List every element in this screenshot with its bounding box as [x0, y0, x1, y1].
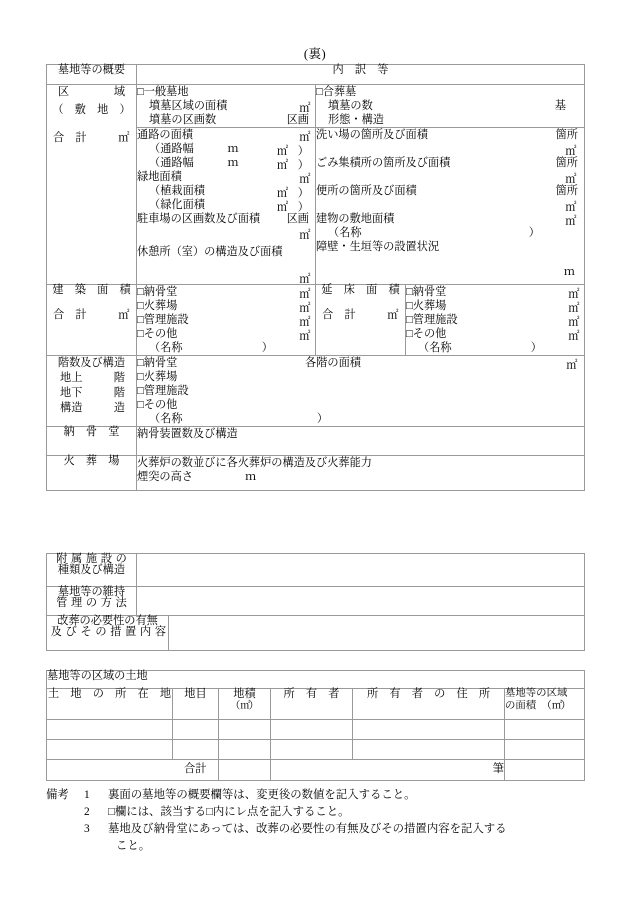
line-item	[137, 370, 584, 384]
line-item	[137, 285, 315, 299]
management-building-unit: ㎡	[299, 316, 311, 329]
cell-land-category[interactable]	[173, 720, 219, 740]
remarks-spacer	[46, 821, 84, 838]
floor-area-label-cell	[316, 285, 406, 356]
reburial-value-cell[interactable]	[169, 616, 585, 651]
toilet-unit: 箇所	[555, 185, 578, 197]
area-label-line2: （ 敷 地 ）	[52, 104, 131, 117]
area-left-block1	[137, 85, 316, 128]
grave-area-unit: ㎡	[299, 102, 311, 115]
line-item	[137, 113, 315, 127]
building-site-unit: ㎡	[565, 215, 577, 228]
line-item	[137, 142, 315, 156]
floor-area-items-cell	[406, 285, 585, 356]
total-label: 合計	[184, 763, 207, 776]
col-owner	[271, 689, 353, 720]
total-owner-cell[interactable]	[271, 760, 353, 781]
checkbox-crematorium-floors[interactable]: □火葬場	[137, 371, 178, 383]
line-item	[316, 128, 584, 142]
checkbox-other-floor[interactable]: □その他	[406, 328, 447, 340]
cell-owner-address[interactable]	[353, 740, 505, 760]
remark-item	[46, 804, 606, 821]
crematorium-building-unit: ㎡	[299, 302, 311, 315]
floor-area-total-label: 合 計	[322, 309, 356, 322]
cell-owner-address[interactable]	[353, 720, 505, 740]
remarks-spacer	[46, 804, 84, 821]
green-area-unit: ㎡	[299, 173, 311, 186]
total-label-cell	[173, 760, 219, 781]
land-caption-cell	[47, 671, 585, 689]
cell-owner[interactable]	[271, 720, 353, 740]
line-item	[316, 212, 584, 226]
grave-area-label: 墳墓区域の面積	[149, 100, 228, 112]
col-owner-label: 所 有 者	[283, 688, 340, 700]
building-name-label: （名称	[328, 227, 362, 239]
land-header-row	[47, 689, 585, 720]
col-location	[47, 689, 173, 720]
table-header-row	[47, 65, 585, 85]
area-left-block2	[137, 128, 316, 285]
chimney-height-label: 煙突の高さ	[137, 471, 193, 483]
management-floor-unit: ㎡	[568, 316, 580, 329]
line-item	[137, 156, 315, 170]
rest-area-unit: ㎡	[299, 273, 311, 286]
building-name-close: ）	[528, 227, 540, 239]
checkbox-crematorium-building[interactable]: □火葬場	[137, 300, 178, 312]
line-item	[316, 170, 584, 184]
table-row	[47, 740, 585, 760]
toilet-label: 便所の箇所及び面積	[316, 185, 417, 197]
reburial-label-cell	[47, 616, 169, 651]
each-floor-area-label: 各階の面積	[305, 357, 361, 369]
toilet-area-unit: ㎡	[565, 201, 577, 214]
header-detail: 内 訳 等	[332, 64, 389, 76]
other-floors-name-label: （名称 ）	[149, 413, 329, 425]
area-row-upper	[47, 85, 585, 128]
line-item	[316, 156, 584, 170]
floor-area-label: 延 床 面 積	[321, 284, 400, 296]
attached-facility-label-line1: 附属施設の	[56, 553, 131, 565]
above-ground-unit: 階	[113, 371, 125, 384]
crematorium-content-line1: 火葬炉の数並びに各火葬炉の構造及び火葬能力	[137, 457, 372, 469]
line-item	[316, 184, 584, 198]
facility-maintenance-table	[46, 553, 585, 620]
green-area-label: 緑地面積	[137, 171, 182, 183]
path-width-2-label: （通路幅 ｍ	[149, 157, 239, 169]
table-row	[47, 616, 585, 651]
ossuary-content: 納骨装置数及び構造	[137, 428, 238, 440]
garbage-place-label: ごみ集積所の箇所及び面積	[316, 157, 451, 169]
col-location-label: 土 地 の 所 在 地	[47, 688, 172, 700]
checkbox-ossuary-building[interactable]: □納骨堂	[137, 286, 178, 298]
area-right-block2	[316, 128, 585, 285]
line-item	[137, 299, 315, 313]
remarks-heading: 備考	[46, 789, 69, 801]
land-caption: 墓地等の区域の土地	[47, 670, 148, 682]
line-item	[137, 327, 315, 341]
line-item	[137, 85, 315, 99]
area-right-block1	[316, 85, 585, 128]
cell-land-category[interactable]	[173, 740, 219, 760]
cemetery-outline-table	[46, 64, 585, 491]
building-area-total-label: 合 計	[53, 309, 87, 322]
checkbox-other-floors[interactable]: □その他	[137, 399, 178, 411]
path-area-label: 通路の面積	[137, 129, 193, 141]
remark-text: 墓地及び納骨堂にあっては、改葬の必要性の有無及びその措置内容を記入する	[108, 822, 507, 835]
remark-number: 3	[84, 822, 90, 835]
header-detail-cell	[137, 65, 585, 85]
washing-place-label: 洗い場の箇所及び面積	[316, 129, 428, 141]
remark-number: 1	[84, 789, 90, 801]
line-item	[406, 341, 584, 355]
col-land-area-label-line2: （㎡）	[230, 700, 259, 712]
remark-number: 2	[84, 805, 90, 818]
checkbox-ossuary-floor[interactable]: □納骨堂	[406, 286, 447, 298]
col-land-category	[173, 689, 219, 720]
checkbox-other-building[interactable]: □その他	[137, 328, 178, 340]
ossuary-label-cell	[47, 427, 137, 456]
path-width-1-unit: ㎡ ）	[276, 145, 309, 158]
chimney-height-unit: ｍ	[245, 471, 257, 483]
parking-unit: 区画	[286, 213, 309, 225]
remark-item	[46, 787, 606, 804]
attached-facility-label-line2: 種類及び構造	[57, 564, 126, 577]
above-ground-label: 地上	[60, 371, 83, 384]
other-building-name-close: ）	[261, 342, 273, 354]
line-item	[137, 384, 584, 398]
building-area-items-cell	[137, 285, 316, 356]
reburial-label-line1: 改葬の必要性の有無	[57, 615, 158, 627]
line-item	[137, 412, 584, 426]
floors-structure-items-cell	[137, 356, 585, 427]
line-item	[137, 270, 315, 284]
other-floor-name-label: （名称	[418, 342, 452, 354]
cell-cemetery-area[interactable]	[505, 720, 585, 740]
greening-area-label: （緑化面積	[149, 199, 205, 211]
floors-structure-label: 階数及び構造	[57, 357, 126, 369]
line-item	[137, 313, 315, 327]
line-item	[406, 327, 584, 341]
remarks-block	[46, 787, 606, 855]
other-building-name-label: （名称	[149, 342, 183, 354]
grave-count-label: 墳墓の数	[328, 100, 373, 112]
line-item	[137, 184, 315, 198]
other-building-unit: ㎡	[299, 330, 311, 343]
line-item	[406, 313, 584, 327]
barrier-hedge-unit: ｍ	[563, 266, 575, 278]
line-item	[137, 470, 584, 484]
grave-count-unit: 基	[554, 100, 566, 112]
ossuary-content-cell[interactable]	[137, 427, 585, 456]
checkbox-management-floors[interactable]: □管理施設	[137, 385, 189, 397]
floors-structure-row	[47, 356, 585, 427]
attached-facility-value-cell[interactable]	[137, 554, 585, 587]
line-item	[137, 198, 315, 212]
garbage-place-area-unit: ㎡	[565, 173, 577, 186]
parking-area-unit: ㎡	[299, 229, 311, 242]
path-area-unit: ㎡	[299, 131, 311, 144]
checkbox-communal-grave[interactable]: □合葬墓	[316, 86, 357, 98]
maintenance-label-line2: 管理の方法	[56, 597, 131, 610]
washing-place-area-unit: ㎡	[565, 145, 577, 158]
line-item	[137, 128, 315, 142]
col-cemetery-area	[505, 689, 585, 720]
reburial-table	[46, 615, 585, 651]
remark-text: □欄には、該当する□内にレ点を記入すること。	[108, 805, 350, 818]
ossuary-building-unit: ㎡	[299, 288, 311, 301]
land-caption-row	[47, 671, 585, 689]
line-item	[137, 226, 315, 240]
crematorium-content-cell[interactable]	[137, 456, 585, 491]
line-item	[316, 85, 584, 99]
checkbox-ossuary-floors[interactable]: □納骨堂	[137, 357, 178, 369]
checkbox-management-floor[interactable]: □管理施設	[406, 314, 458, 326]
col-owner-address-label: 所 有 者 の 住 所	[366, 688, 491, 700]
area-label-line3	[47, 131, 136, 144]
line-item	[137, 398, 584, 412]
checkbox-general-grave[interactable]: □一般墓地	[137, 86, 189, 98]
remark-continuation: こと。	[116, 839, 151, 852]
crematorium-label-cell	[47, 456, 137, 491]
other-floor-name-close: ）	[530, 342, 542, 354]
line-item	[137, 341, 315, 355]
line-item	[137, 170, 315, 184]
col-owner-address	[353, 689, 505, 720]
below-ground-label: 地下	[60, 386, 83, 399]
path-width-2-unit: ㎡ ）	[276, 159, 309, 172]
area-total-label: 合 計	[53, 131, 87, 144]
ossuary-label: 納 骨 堂	[63, 426, 120, 438]
area-label-line1: 区 域	[57, 86, 126, 98]
line-item	[316, 142, 584, 156]
line-item	[316, 113, 584, 127]
col-land-area	[219, 689, 271, 720]
col-cemetery-area-label-line1: 墓地等の区域	[505, 688, 568, 699]
line-item	[316, 99, 584, 113]
cell-land-area[interactable]	[219, 740, 271, 760]
attached-facility-label-cell	[47, 554, 137, 587]
grave-form-label: 形態・構造	[328, 114, 384, 126]
other-floor-unit: ㎡	[568, 330, 580, 343]
building-area-total-unit: ㎡	[118, 309, 130, 322]
structure-label: 構造	[60, 401, 83, 414]
line-item	[406, 299, 584, 313]
cell-land-area[interactable]	[219, 720, 271, 740]
greening-area-unit: ㎡ ）	[276, 201, 309, 214]
line-item	[316, 226, 584, 240]
col-cemetery-area-label-line2: の面積 （㎡）	[505, 700, 572, 712]
total-land-area-cell[interactable]	[219, 760, 271, 781]
line-item	[137, 212, 315, 226]
area-total-unit: ㎡	[118, 131, 130, 144]
table-row	[47, 720, 585, 740]
building-area-label: 建 築 面 積	[52, 284, 131, 296]
parking-label: 駐車場の区画数及び面積	[137, 213, 261, 225]
structure-unit: 造	[113, 401, 125, 414]
ossuary-floor-unit: ㎡	[568, 288, 580, 301]
total-unit: 筆	[492, 763, 504, 776]
grave-plots-unit: 区画	[286, 114, 309, 126]
crematorium-row	[47, 456, 585, 491]
page-title: (裏)	[303, 47, 327, 61]
col-land-category-label: 地目	[184, 688, 207, 700]
cell-cemetery-area[interactable]	[505, 740, 585, 760]
header-label-cell	[47, 65, 137, 85]
rest-area-label: 休憩所（室）の構造及び面積	[137, 246, 283, 258]
line-item	[316, 198, 584, 212]
cell-location[interactable]	[47, 720, 173, 740]
line-item	[137, 245, 315, 259]
ossuary-row	[47, 427, 585, 456]
building-site-label: 建物の敷地面積	[316, 213, 395, 225]
barrier-hedge-label: 障壁・生垣等の設置状況	[316, 241, 440, 253]
planting-area-label: （植栽面積	[149, 185, 205, 197]
below-ground-unit: 階	[113, 386, 125, 399]
land-table	[46, 670, 585, 781]
line-item	[137, 356, 584, 370]
crematorium-label: 火 葬 場	[63, 455, 120, 467]
maintenance-label-line1: 墓地等の維持	[57, 586, 126, 598]
table-row	[47, 554, 585, 587]
building-floor-area-row	[47, 285, 585, 356]
area-label-cell	[47, 85, 137, 285]
reburial-label-line2: 及びその措置内容	[50, 626, 170, 639]
header-label: 墓地等の概要	[57, 64, 126, 76]
line-item	[406, 285, 584, 299]
cell-location[interactable]	[47, 740, 173, 760]
cell-owner[interactable]	[271, 740, 353, 760]
line-item	[316, 265, 584, 279]
line-item	[316, 240, 584, 254]
planting-area-unit: ㎡ ）	[276, 187, 309, 200]
crematorium-floor-unit: ㎡	[568, 302, 580, 315]
total-spacer-cell	[47, 760, 173, 781]
garbage-place-unit: 箇所	[555, 157, 578, 169]
total-count-cell[interactable]	[353, 760, 505, 781]
remark-item	[46, 821, 606, 838]
building-area-label-cell	[47, 285, 137, 356]
checkbox-crematorium-floor[interactable]: □火葬場	[406, 300, 447, 312]
path-width-1-label: （通路幅 ｍ	[149, 143, 239, 155]
land-total-row	[47, 760, 585, 781]
grave-plots-label: 墳墓の区画数	[149, 114, 217, 126]
remark-text: 裏面の墓地等の概要欄等は、変更後の数値を記入すること。	[108, 789, 416, 801]
col-land-area-label-line1: 地積	[233, 688, 256, 700]
line-item	[137, 456, 584, 470]
each-floor-area-unit: ㎡	[566, 359, 578, 372]
washing-place-unit: 箇所	[555, 129, 578, 141]
checkbox-management-building[interactable]: □管理施設	[137, 314, 189, 326]
line-item	[137, 427, 584, 441]
line-item	[137, 99, 315, 113]
floor-area-total-unit: ㎡	[387, 309, 399, 322]
floors-structure-label-cell	[47, 356, 137, 427]
total-cemetery-area-cell[interactable]	[505, 760, 585, 781]
